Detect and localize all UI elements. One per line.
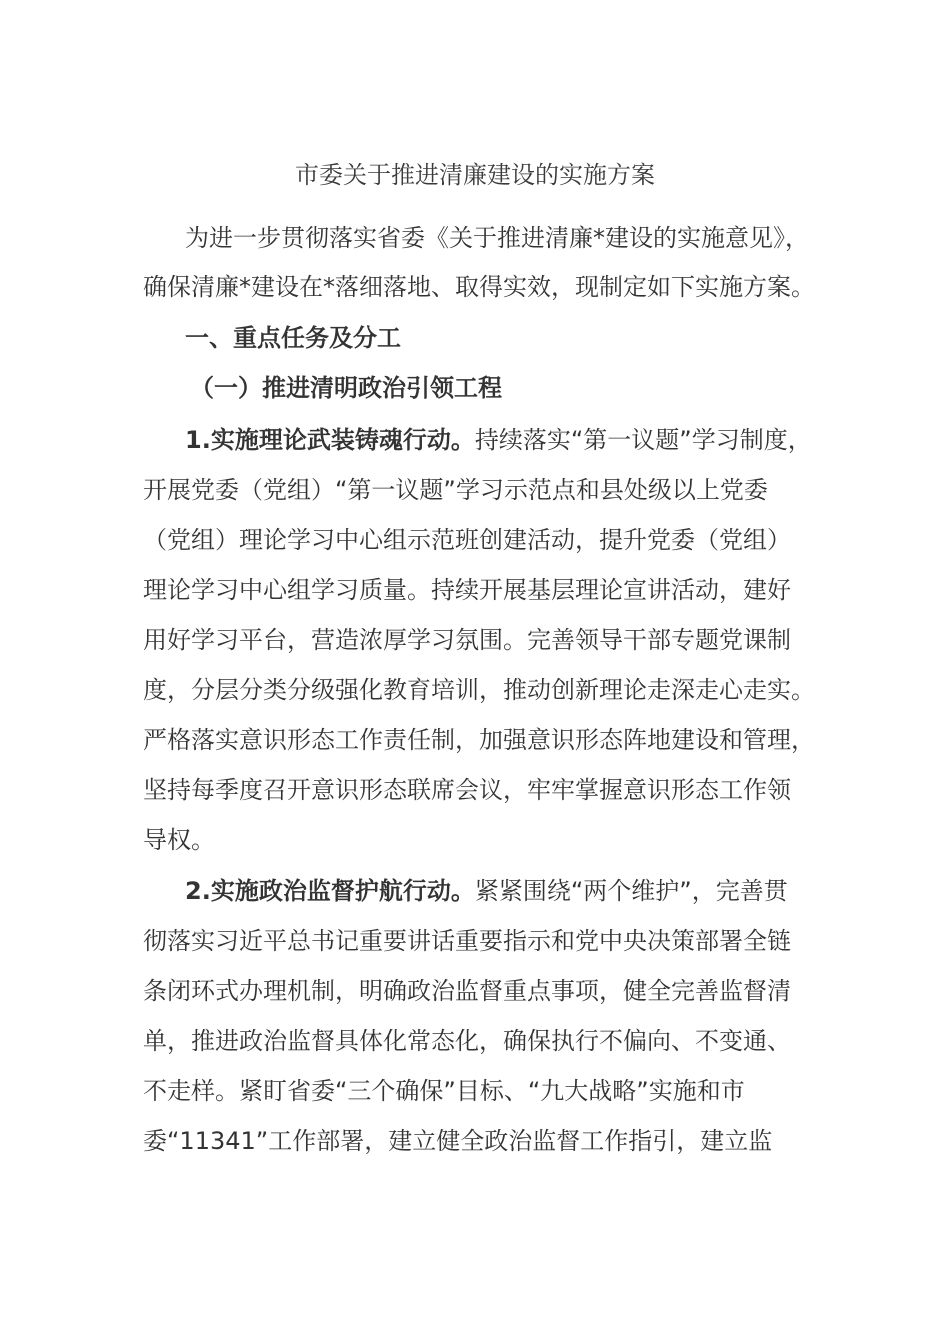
intro-line-2: 确保清廉*建设在*落细落地、取得实效，现制定如下实施方案。 bbox=[143, 273, 815, 301]
item1-first-line bbox=[185, 422, 865, 458]
item1-line: 坚持每季度召开意识形态联席会议，牢牢掌握意识形态工作领 bbox=[143, 776, 791, 804]
item1-line: 理论学习中心组学习质量。持续开展基层理论宣讲活动，建好 bbox=[143, 576, 791, 604]
item2-first-line-text: 紧紧围绕“两个维护”，完善贯 bbox=[474, 877, 788, 905]
intro-line-1: 为进一步贯彻落实省委《关于推进清廉*建设的实施意见》， bbox=[185, 224, 809, 252]
item2-line: 单，推进政治监督具体化常态化，确保执行不偏向、不变通、 bbox=[143, 1027, 791, 1055]
item2-lead: 2.实施政治监督护航行动。 bbox=[185, 877, 475, 905]
item2-line: 彻落实习近平总书记重要讲话重要指示和党中央决策部署全链 bbox=[143, 927, 791, 955]
item1-first-line-text: 持续落实“第一议题”学习制度， bbox=[474, 426, 812, 454]
document-title: 市委关于推进清廉建设的实施方案 bbox=[295, 161, 655, 189]
item1-line: 严格落实意识形态工作责任制，加强意识形态阵地建设和管理， bbox=[143, 726, 815, 754]
item2-line: 委“11341”工作部署，建立健全政治监督工作指引，建立监 bbox=[143, 1127, 773, 1155]
section-heading: 一、重点任务及分工 bbox=[185, 324, 401, 352]
subsection-heading: （一）推进清明政治引领工程 bbox=[190, 374, 502, 402]
item1-line: （党组）理论学习中心组示范班创建活动，提升党委（党组） bbox=[143, 526, 791, 554]
item1-lead: 1.实施理论武装铸魂行动。 bbox=[185, 426, 475, 454]
item2-line: 不走样。紧盯省委“三个确保”目标、“九大战略”实施和市 bbox=[143, 1077, 745, 1105]
item1-line: 导权。 bbox=[143, 826, 215, 854]
item1-line: 开展党委（党组）“第一议题”学习示范点和县处级以上党委 bbox=[143, 476, 768, 504]
item1-line: 用好学习平台，营造浓厚学习氛围。完善领导干部专题党课制 bbox=[143, 626, 791, 654]
item1-line: 度，分层分类分级强化教育培训，推动创新理论走深走心走实。 bbox=[143, 676, 815, 704]
item2-first-line bbox=[185, 873, 865, 909]
item2-line: 条闭环式办理机制，明确政治监督重点事项，健全完善监督清 bbox=[143, 977, 791, 1005]
